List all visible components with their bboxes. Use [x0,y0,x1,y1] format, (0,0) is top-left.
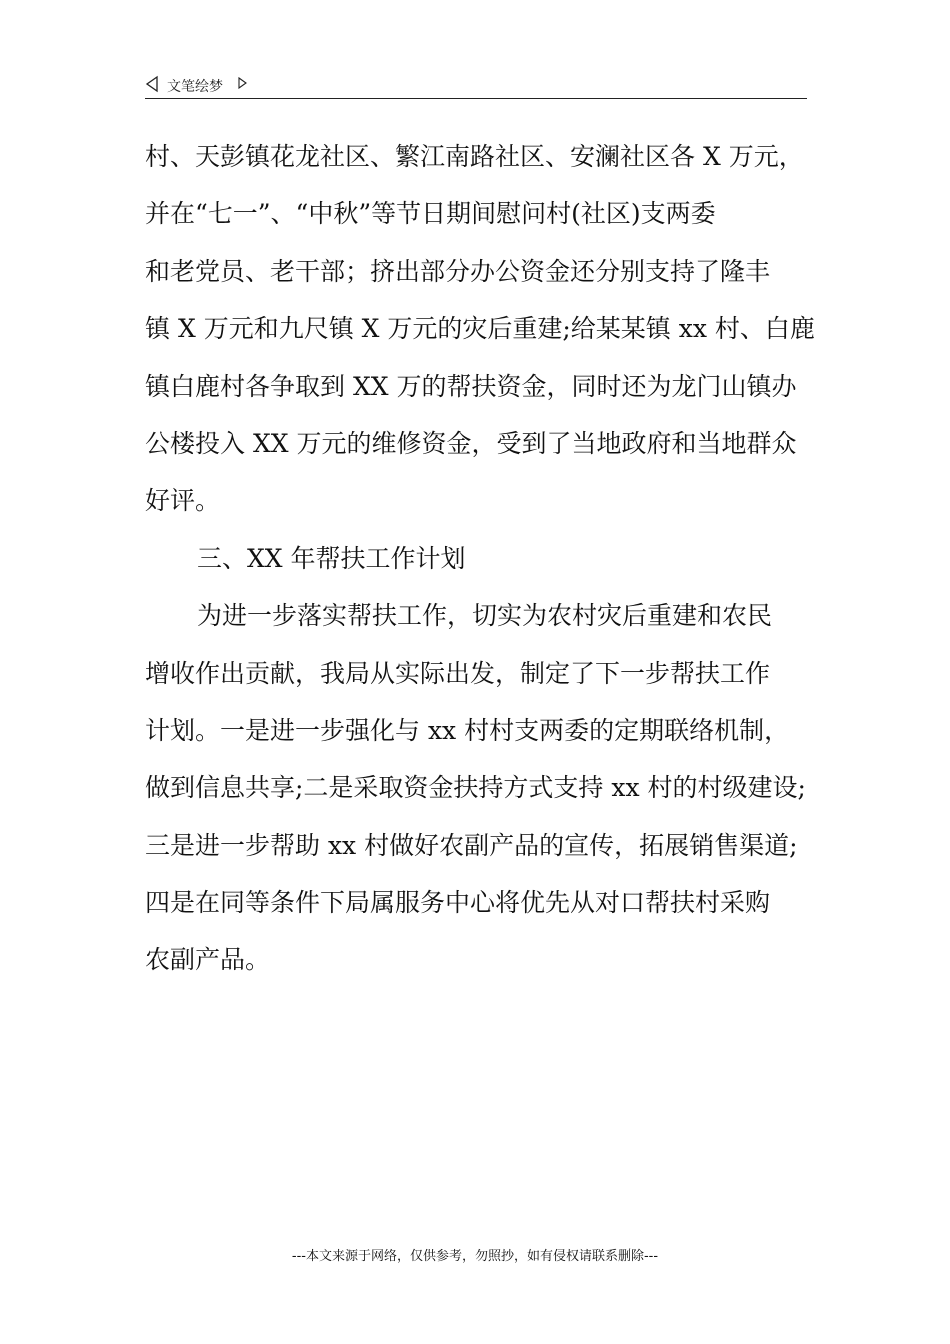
body-line: 并在“七一”、“中秋”等节日期间慰问村(社区)支两委 [145,199,716,229]
body-line: 为进一步落实帮扶工作，切实为农村灾后重建和农民 [197,601,773,631]
triangle-left-icon [145,75,159,97]
body-line: 计划。一是进一步强化与 xx 村村支两委的定期联络机制， [145,715,790,745]
page-header [145,72,807,99]
triangle-right-icon [237,74,247,93]
body-line: 做到信息共享;二是采取资金扶持方式支持 xx 村的村级建设; [145,773,806,803]
body-line: 三是进一步帮助 xx 村做好农副产品的宣传，拓展销售渠道; [145,830,798,860]
body-line: 四是在同等条件下局属服务中心将优先从对口帮扶村采购 [145,888,771,918]
body-line: 和老党员、老干部；挤出部分办公资金还分别支持了隆丰 [145,256,771,286]
body-line: 镇 X 万元和九尺镇 X 万元的灾后重建;给某某镇 xx 村、白鹿 [145,314,815,344]
body-line: 镇白鹿村各争取到 XX 万的帮扶资金，同时还为龙门山镇办 [145,371,797,401]
body-line: 好评。 [145,486,221,516]
body-line: 农副产品。 [145,945,271,975]
header-brand: 文笔绘梦 [167,79,223,95]
body-line: 公楼投入 XX 万元的维修资金，受到了当地政府和当地群众 [145,428,797,458]
body-line: 增收作出贡献，我局从实际出发，制定了下一步帮扶工作 [145,658,771,688]
footer-disclaimer: ---本文来源于网络，仅供参考，勿照抄，如有侵权请联系删除--- [291,1249,659,1264]
section-heading: 三、XX 年帮扶工作计划 [197,543,466,573]
body-line: 村、天彭镇花龙社区、繁江南路社区、安澜社区各 X 万元， [145,142,804,171]
document-body [145,128,825,989]
